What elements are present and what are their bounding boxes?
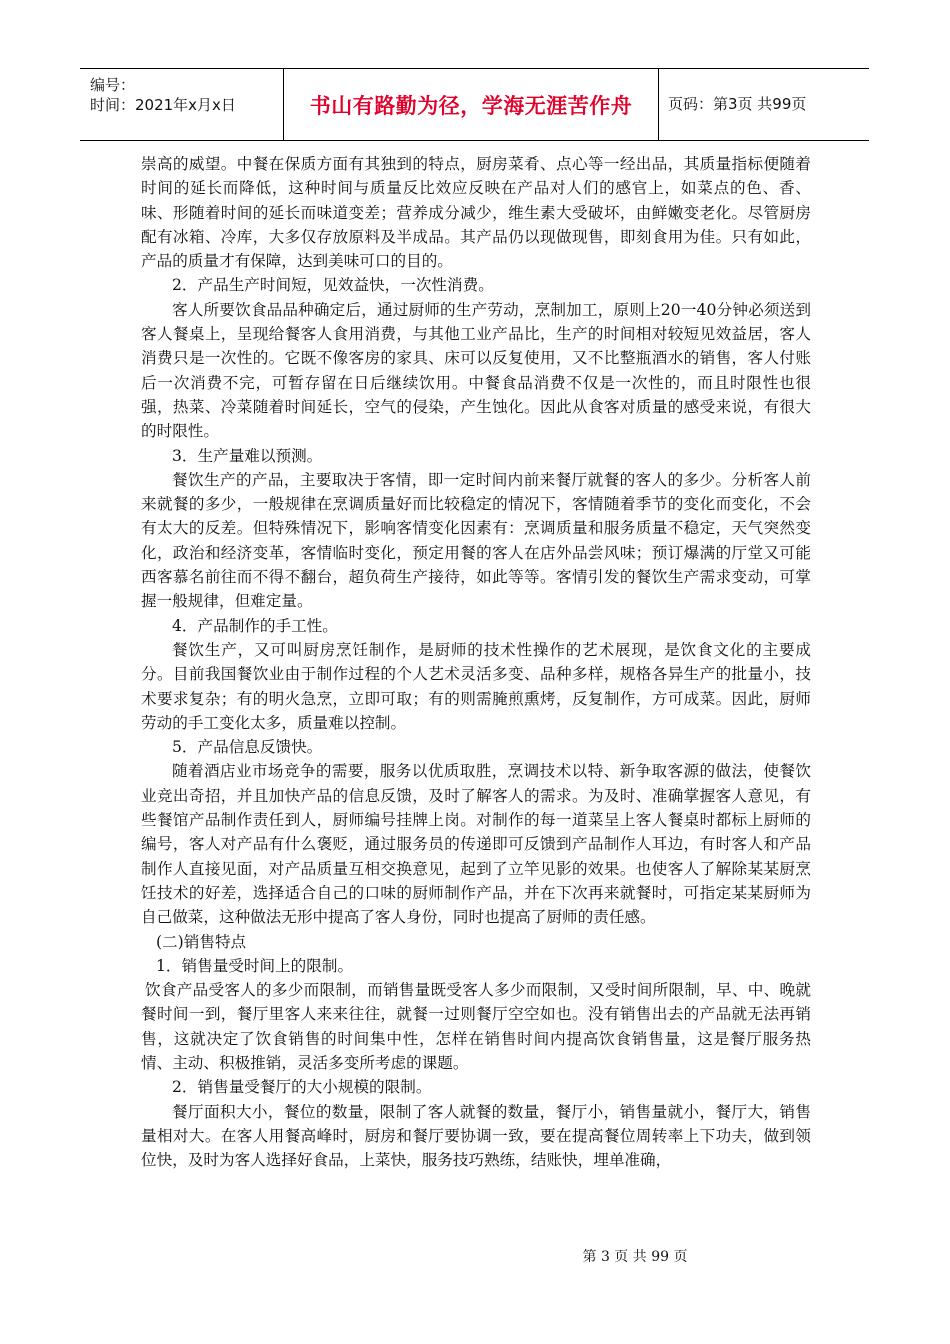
document-number-label: 编号： — [90, 76, 136, 94]
body-paragraph: 饮食产品受客人的多少而限制，而销售量既受客人多少而限制，又受时间所限制，早、中、晚就餐时间一到，餐厅里客人来来往往，就餐一过则餐厅空空如也。没有销售出去的产品就无法再销售，这就决定了饮食销售的时间集中性，怎样在销售时间内提高饮食销售量，这是餐厅服务热情、主动、积极推销，灵活多变所考虑的课题。 — [141, 981, 811, 1072]
page-footer — [0, 1246, 950, 1266]
body-paragraph: (二)销售特点 — [156, 932, 247, 951]
page-header — [80, 68, 869, 141]
header-meta — [80, 69, 283, 140]
body-paragraph: 餐饮生产，又可叫厨房烹饪制作，是厨师的技术性操作的艺术展现，是饮食文化的主要成分。目前我国餐饮业由于制作过程的个人艺术灵活多变、品种多样，规格各异生产的批量小，技术要求复杂；有的明火急烹，立即可取；有的则需腌煎熏烤，反复制作，方可成菜。因此，厨师劳动的手工变化太多，质量难以控制。 — [141, 640, 811, 732]
body-paragraph: 4．产品制作的手工性。 — [172, 616, 338, 635]
header-divider — [658, 69, 659, 140]
body-paragraph: 随着酒店业市场竞争的需要，服务以优质取胜，烹调技术以特、新争取客源的做法，使餐饮业竞出奇招，并且加快产品的信息反馈，及时了解客人的需求。为及时、准确掌握客人意见，有些餐馆产品制作责任到人，厨师编号挂牌上岗。对制作的每一道菜呈上客人餐桌时都标上厨师的编号，客人对产品有什么褒贬，通过服务员的传递即可反馈到产品制作人耳边，有时客人和产品制作人直接见面，对产品质量互相交换意见，起到了立竿见影的效果。也使客人了解除某某厨烹饪技术的好差，选择适合自己的口味的厨师制作产品，并在下次再来就餐时，可指定某某厨师为自己做菜，这种做法无形中提高了客人身份，同时也提高了厨师的责任感。 — [141, 762, 811, 927]
body-paragraph: 崇高的威望。中餐在保质方面有其独到的特点，厨房菜肴、点心等一经出品，其质量指标便随着时间的延长而降低，这种时间与质量反比效应反映在产品对人们的感官上，如菜点的色、香、味、形随着时间的延长而味道变差；营养成分减少，维生素大受破坏，由鲜嫩变老化。尽管厨房配有冰箱、冷库，大多仅存放原料及半成品。其产品仍以现做现售，即刻食用为佳。只有如此，产品的质量才有保障，达到美味可口的目的。 — [141, 155, 811, 271]
body-paragraph: 2．销售量受餐厅的大小规模的限制。 — [172, 1078, 432, 1097]
body-paragraph: 2．产品生产时间短，见效益快，一次性消费。 — [172, 276, 494, 295]
header-page-info: 页码：第3页 共99页 — [668, 95, 807, 113]
document-time-label: 时间：2021年x月x日 — [90, 96, 236, 114]
body-paragraph: 1．销售量受时间上的限制。 — [156, 956, 354, 975]
body-paragraph: 餐厅面积大小，餐位的数量，限制了客人就餐的数量，餐厅小，销售量就小，餐厅大，销售量相对大。在客人用餐高峰时，厨房和餐厅要协调一致，要在提高餐位周转率上下功夫，做到领位快，及时为客人选择好食品，上菜快，服务技巧熟练，结账快，埋单准确， — [141, 1102, 811, 1170]
body-paragraph: 5．产品信息反馈快。 — [172, 738, 323, 757]
body-paragraph: 3．生产量难以预测。 — [172, 446, 323, 465]
footer-page-number: 第 3 页 共 99 页 — [582, 1249, 688, 1265]
header-motto: 书山有路勤为径，学海无涯苦作舟 — [309, 93, 633, 118]
body-paragraph: 餐饮生产的产品，主要取决于客情，即一定时间内前来餐厅就餐的客人的多少。分析客人前来就餐的多少，一般规律在烹调质量好而比较稳定的情况下，客情随着季节的变化而变化，不会有太大的反差。但特殊情况下，影响客情变化因素有：烹调质量和服务质量不稳定，天气突然变化，政治和经济变革，客情临时变化，预定用餐的客人在店外品尝风味；预订爆满的厅堂又可能西客慕名前往而不得不翻台，超负荷生产接待，如此等等。客情引发的餐饮生产需求变动，可掌握一般规律，但难定量。 — [141, 470, 811, 611]
body-paragraph: 客人所要饮食品品种确定后，通过厨师的生产劳动，烹制加工，原则上20一40分钟必须送到客人餐桌上，呈现给餐客人食用消费，与其他工业产品比，生产的时间相对较短见效益居，客人消费只是一次性的。它既不像客房的家具、床可以反复使用，又不比整瓶酒水的销售，客人付账后一次消费不完，可暂存留在日后继续饮用。中餐食品消费不仅是一次性的，而且时限性也很强，热菜、冷菜随着时间延长，空气的侵染，产生蚀化。因此从食客对质量的感受来说，有很大的时限性。 — [141, 300, 811, 441]
document-body — [141, 152, 811, 1172]
